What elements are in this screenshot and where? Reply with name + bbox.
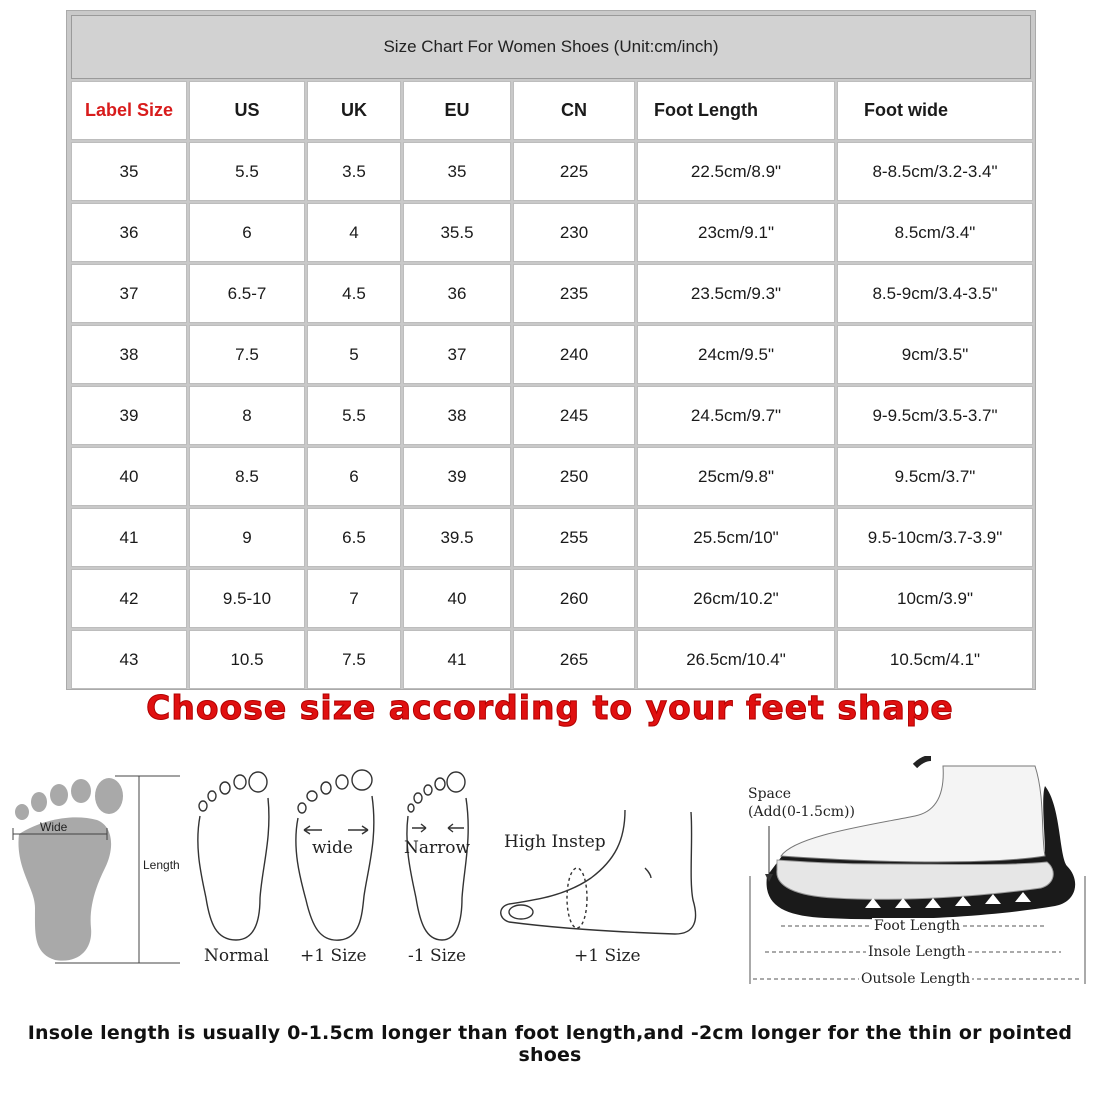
table-cell: 37	[403, 325, 511, 384]
table-cell: 26cm/10.2"	[637, 569, 835, 628]
table-cell: 8.5	[189, 447, 305, 506]
size-chart-table	[66, 10, 1036, 690]
table-cell: 5	[307, 325, 401, 384]
table-header-cell: UK	[307, 81, 401, 140]
table-cell: 6	[189, 203, 305, 262]
table-header-cell: US	[189, 81, 305, 140]
high-instep-size-label: +1 Size	[574, 946, 641, 966]
table-cell: 6	[307, 447, 401, 506]
table-cell: 235	[513, 264, 635, 323]
wide-foot-icon	[290, 768, 380, 948]
table-cell: 42	[71, 569, 187, 628]
table-cell: 255	[513, 508, 635, 567]
length-label: Length	[143, 858, 180, 872]
table-header-cell: Foot wide	[837, 81, 1033, 140]
table-cell: 22.5cm/8.9"	[637, 142, 835, 201]
table-cell: 9	[189, 508, 305, 567]
table-cell: 9.5cm/3.7"	[837, 447, 1033, 506]
normal-size-label: Normal	[204, 946, 269, 966]
table-cell: 240	[513, 325, 635, 384]
table-header-cell: Foot Length	[637, 81, 835, 140]
table-cell: 245	[513, 386, 635, 445]
table-cell: 6.5	[307, 508, 401, 567]
plus-one-size-label: +1 Size	[300, 946, 367, 966]
table-cell: 8	[189, 386, 305, 445]
wide-label: Wide	[40, 820, 68, 834]
foot-length-label: Foot Length	[874, 918, 961, 934]
table-cell: 265	[513, 630, 635, 689]
table-cell: 6.5-7	[189, 264, 305, 323]
size-chart-title: Size Chart For Women Shoes (Unit:cm/inch)	[71, 15, 1031, 79]
table-cell: 39	[71, 386, 187, 445]
table-cell: 10.5	[189, 630, 305, 689]
table-cell: 24.5cm/9.7"	[637, 386, 835, 445]
table-cell: 5.5	[307, 386, 401, 445]
table-cell: 35	[403, 142, 511, 201]
table-cell: 37	[71, 264, 187, 323]
table-cell: 5.5	[189, 142, 305, 201]
table-cell: 24cm/9.5"	[637, 325, 835, 384]
table-cell: 9-9.5cm/3.5-3.7"	[837, 386, 1033, 445]
table-cell: 10cm/3.9"	[837, 569, 1033, 628]
footer-note: Insole length is usually 0-1.5cm longer than foot length,and -2cm longer for the thin or pointed shoes	[27, 1022, 1073, 1066]
wide-foot-label: wide	[312, 838, 353, 858]
table-cell: 10.5cm/4.1"	[837, 630, 1033, 689]
table-cell: 25cm/9.8"	[637, 447, 835, 506]
table-cell: 40	[403, 569, 511, 628]
table-cell: 230	[513, 203, 635, 262]
table-cell: 36	[403, 264, 511, 323]
table-header-cell: Label Size	[71, 81, 187, 140]
banner-headline: Choose size according to your feet shape	[146, 688, 954, 727]
table-cell: 4	[307, 203, 401, 262]
table-cell: 25.5cm/10"	[637, 508, 835, 567]
high-instep-label: High Instep	[504, 832, 606, 852]
table-cell: 26.5cm/10.4"	[637, 630, 835, 689]
table-cell: 250	[513, 447, 635, 506]
table-cell: 7.5	[307, 630, 401, 689]
table-cell: 35	[71, 142, 187, 201]
table-cell: 7	[307, 569, 401, 628]
table-header-cell: EU	[403, 81, 511, 140]
table-cell: 3.5	[307, 142, 401, 201]
minus-one-size-label: -1 Size	[408, 946, 467, 966]
table-cell: 7.5	[189, 325, 305, 384]
table-cell: 43	[71, 630, 187, 689]
narrow-foot-icon	[398, 768, 478, 948]
table-cell: 38	[71, 325, 187, 384]
foot-outline-icon	[190, 768, 280, 948]
table-cell: 41	[71, 508, 187, 567]
table-cell: 8.5cm/3.4"	[837, 203, 1033, 262]
table-header-cell: CN	[513, 81, 635, 140]
table-cell: 36	[71, 203, 187, 262]
table-cell: 9.5-10	[189, 569, 305, 628]
space-label: Space	[748, 786, 792, 802]
table-cell: 8-8.5cm/3.2-3.4"	[837, 142, 1033, 201]
table-cell: 23cm/9.1"	[637, 203, 835, 262]
high-instep-foot-icon	[495, 800, 705, 950]
table-cell: 39	[403, 447, 511, 506]
table-cell: 225	[513, 142, 635, 201]
table-cell: 9cm/3.5"	[837, 325, 1033, 384]
table-cell: 260	[513, 569, 635, 628]
insole-length-label: Insole Length	[868, 944, 966, 960]
table-cell: 39.5	[403, 508, 511, 567]
narrow-foot-label: Narrow	[404, 838, 471, 858]
table-cell: 4.5	[307, 264, 401, 323]
shoe-cross-section-icon	[745, 756, 1090, 996]
outsole-length-label: Outsole Length	[861, 971, 971, 987]
table-cell: 8.5-9cm/3.4-3.5"	[837, 264, 1033, 323]
table-cell: 9.5-10cm/3.7-3.9"	[837, 508, 1033, 567]
table-cell: 41	[403, 630, 511, 689]
table-cell: 23.5cm/9.3"	[637, 264, 835, 323]
table-cell: 35.5	[403, 203, 511, 262]
space-note-label: (Add(0-1.5cm))	[748, 804, 855, 820]
table-cell: 40	[71, 447, 187, 506]
table-cell: 38	[403, 386, 511, 445]
